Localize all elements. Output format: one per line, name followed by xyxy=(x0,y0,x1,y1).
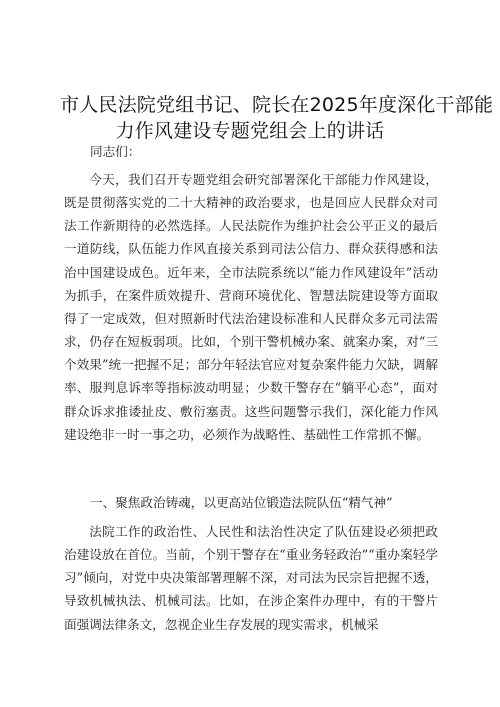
body-paragraph-2: 法院工作的政治性、人民性和法治性决定了队伍建设必须把政治建设放在首位。当前，个别干警存在“重业务轻政治”“重办案轻学习”倾向，对党中央决策部署理解不深，对司法为民宗旨把握不透，导致机械执法、机械司法。比如，在涉企案件办理中，有的干警片面强调法律条文，忽视企业生存发展的现实需求，机械采 xyxy=(64,524,438,632)
body-paragraph-1: 今天，我们召开专题党组会研究部署深化干部能力作风建设，既是贯彻落实党的二十大精神的政治要求，也是回应人民群众对司法工作新期待的必然选择。人民法院作为维护社会公平正义的最后一道防线，队伍能力作风直接关系到司法公信力、群众获得感和法治中国建设成色。近年来，全市法院系统以“能力作风建设年”活动为抓手，在案件质效提升、营商环境优化、智慧法院建设等方面取得了一定成效，但对照新时代法治建设标准和人民群众多元司法需求，仍存在短板弱项。比如，个别干警机械办案、就案办案，对“三个效果”统一把握不足；部分年轻法官应对复杂案件能力欠缺，调解率、服判息诉率等指标波动明显；少数干警存在“躺平心态”，面对群众诉求推诿扯皮、敷衍塞责。这些问题警示我们，深化能力作风建设绝非一时一事之功，必须作为战略性、基础性工作常抓不懈。 xyxy=(64,172,438,442)
salutation: 同志们： xyxy=(90,144,141,159)
document-title-line-1: 市人民法院党组书记、院长在2025年度深化干部能 xyxy=(60,94,494,116)
section-heading-1: 一、聚焦政治铸魂，以更高站位锻造法院队伍“精气神” xyxy=(90,495,393,510)
document-title-line-2: 力作风建设专题党组会上的讲话 xyxy=(115,120,385,142)
